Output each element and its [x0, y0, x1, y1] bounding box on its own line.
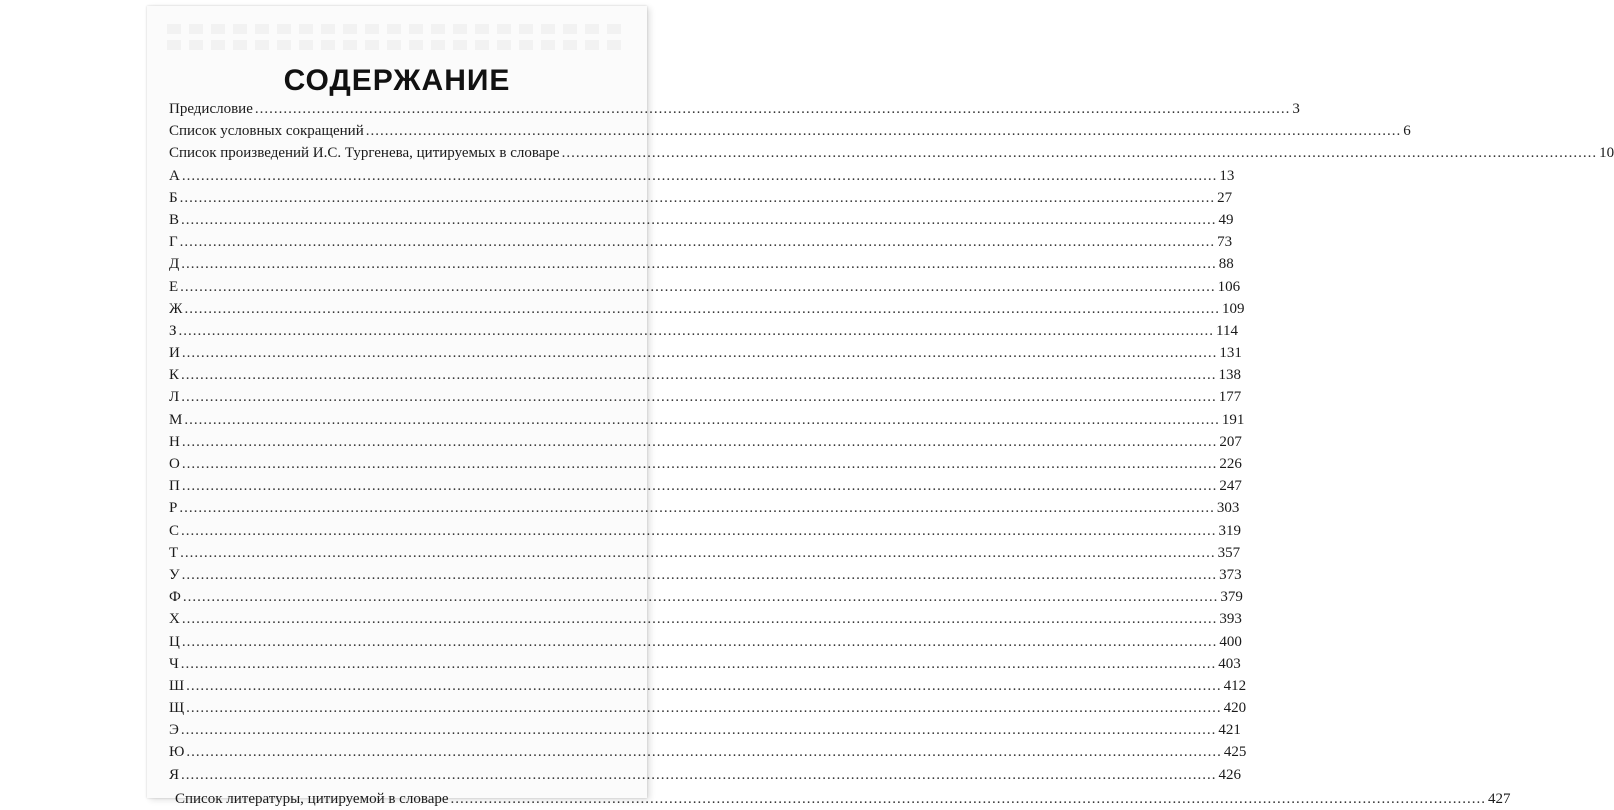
toc-entry — [169, 276, 1241, 298]
toc-entry — [169, 142, 1614, 164]
dot-leader — [181, 653, 1217, 675]
toc-entry-page-number: 191 — [1221, 411, 1245, 428]
toc-entry — [169, 298, 1245, 320]
toc-entry-label: С — [169, 522, 180, 539]
page-title: СОДЕРЖАНИЕ — [283, 64, 511, 97]
dot-leader — [181, 253, 1217, 275]
bleed-through-text — [167, 24, 627, 34]
toc-entry — [169, 564, 1242, 586]
dot-leader — [184, 298, 1220, 320]
toc-entry-page-number: 6 — [1403, 123, 1411, 140]
toc-entry-label: Б — [169, 189, 178, 206]
dot-leader — [180, 187, 1216, 209]
toc-entry-label: Н — [169, 433, 180, 450]
dot-leader — [186, 697, 1222, 719]
dot-leader — [181, 520, 1217, 542]
dot-leader — [366, 120, 1402, 142]
toc-entry-page-number: 73 — [1217, 234, 1233, 251]
toc-entry-label: Список условных сокращений — [169, 123, 364, 140]
toc-entry — [175, 788, 1511, 810]
toc-entry-page-number: 427 — [1488, 790, 1511, 807]
dot-leader — [186, 675, 1222, 697]
toc-entry-label: М — [169, 411, 183, 428]
dot-leader — [181, 386, 1217, 408]
toc-entry-page-number: 88 — [1218, 256, 1234, 273]
toc-entry — [169, 409, 1245, 431]
dot-leader — [182, 564, 1218, 586]
toc-entry-page-number: 412 — [1223, 677, 1247, 694]
toc-entry-page-number: 138 — [1218, 367, 1242, 384]
toc-entry-page-number: 357 — [1217, 544, 1241, 561]
toc-entry-page-number: 426 — [1218, 766, 1242, 783]
toc-entry-page-number: 403 — [1218, 655, 1241, 672]
dot-leader — [182, 342, 1218, 364]
toc-entry — [169, 497, 1240, 519]
toc-entry-page-number: 114 — [1216, 322, 1238, 339]
dot-leader — [180, 231, 1216, 253]
dot-leader — [180, 276, 1216, 298]
toc-entry-page-number: 109 — [1221, 300, 1245, 317]
toc-entry-page-number: 303 — [1216, 500, 1240, 517]
toc-entry — [169, 253, 1234, 275]
dot-leader — [179, 320, 1215, 342]
toc-entry-page-number: 373 — [1219, 566, 1242, 583]
toc-entry — [169, 431, 1242, 453]
dot-leader — [182, 608, 1218, 630]
toc-entry-label: В — [169, 211, 180, 228]
toc-entry-label: К — [169, 367, 180, 384]
toc-entry — [169, 98, 1300, 120]
toc-entry-label: Ж — [169, 300, 183, 317]
toc-entry-label: У — [169, 566, 180, 583]
toc-entry — [169, 520, 1242, 542]
toc-entry — [169, 653, 1241, 675]
toc-entry — [169, 586, 1243, 608]
toc-entry-label: Я — [169, 766, 180, 783]
toc-entry-label: Список литературы, цитируемой в словаре — [175, 790, 449, 807]
dot-leader — [179, 497, 1215, 519]
toc-entry-page-number: 131 — [1219, 345, 1242, 362]
dot-leader — [181, 764, 1217, 786]
book-page — [147, 6, 1614, 807]
toc-entry — [169, 697, 1247, 719]
toc-entry-label: Ш — [169, 677, 185, 694]
dot-leader — [181, 209, 1217, 231]
dot-leader — [182, 165, 1218, 187]
toc-entry — [169, 165, 1235, 187]
toc-entry — [169, 741, 1247, 763]
toc-entry-page-number: 106 — [1217, 278, 1241, 295]
toc-entry-label: И — [169, 345, 180, 362]
toc-entry — [169, 475, 1242, 497]
dot-leader — [451, 788, 1487, 810]
dot-leader — [182, 475, 1218, 497]
dot-leader — [255, 98, 1291, 120]
toc-entry-page-number: 13 — [1219, 167, 1235, 184]
toc-entry-label: Предисловие — [169, 101, 253, 117]
toc-entry-label: О — [169, 456, 180, 472]
toc-entry — [169, 675, 1247, 697]
toc-entry-page-number: 226 — [1219, 456, 1242, 472]
toc-entry-label: Г — [169, 234, 178, 251]
toc-entry-page-number: 319 — [1218, 522, 1242, 539]
toc-entry — [169, 719, 1241, 741]
bleed-through-text — [167, 40, 627, 50]
toc-entry-page-number: 393 — [1219, 611, 1242, 628]
toc-entry-page-number: 49 — [1218, 211, 1234, 228]
toc-entry-page-number: 421 — [1218, 722, 1241, 739]
toc-entry-page-number: 400 — [1219, 633, 1242, 650]
toc-entry-label: З — [169, 322, 177, 339]
toc-entry-label: Р — [169, 500, 178, 517]
toc-entry — [169, 120, 1411, 142]
toc-entry — [169, 320, 1238, 342]
toc-entry-label: Л — [169, 389, 180, 406]
toc-entry — [169, 631, 1242, 653]
toc-entry-label: А — [169, 167, 180, 184]
dot-leader — [183, 586, 1219, 608]
dot-leader — [182, 431, 1218, 453]
toc-entry-page-number: 207 — [1219, 433, 1242, 450]
toc-entry — [169, 231, 1233, 253]
toc-entry — [169, 364, 1242, 386]
toc-entry — [169, 187, 1233, 209]
toc-entry-label: Ч — [169, 655, 179, 672]
toc-entry-label: Х — [169, 611, 180, 628]
table-of-contents — [169, 98, 1614, 810]
toc-entry-page-number: 3 — [1292, 101, 1300, 117]
toc-entry — [169, 453, 1242, 475]
dot-leader — [182, 631, 1218, 653]
toc-entry — [169, 386, 1242, 408]
toc-entry-label: Ц — [169, 633, 180, 650]
toc-entry-label: П — [169, 478, 180, 495]
dot-leader — [182, 453, 1218, 475]
dot-leader — [181, 719, 1217, 741]
toc-entry-page-number: 177 — [1218, 389, 1242, 406]
toc-entry-page-number: 10 — [1599, 145, 1614, 162]
toc-entry — [169, 542, 1241, 564]
toc-entry-page-number: 27 — [1217, 189, 1233, 206]
toc-entry — [169, 608, 1242, 630]
dot-leader — [181, 364, 1217, 386]
toc-entry-label: Д — [169, 256, 180, 273]
toc-entry-page-number: 420 — [1223, 700, 1247, 717]
dot-leader — [186, 741, 1222, 763]
toc-entry — [169, 764, 1242, 786]
toc-entry-label: Т — [169, 544, 179, 561]
toc-entry-page-number: 379 — [1220, 589, 1243, 606]
toc-entry-page-number: 247 — [1219, 478, 1242, 495]
toc-entry-label: Щ — [169, 700, 185, 717]
toc-entry-page-number: 425 — [1223, 744, 1247, 761]
toc-entry-label: Список произведений И.С. Тургенева, цитируемых в словаре — [169, 145, 560, 162]
toc-entry-label: Е — [169, 278, 179, 295]
toc-entry-label: Ф — [169, 589, 181, 606]
dot-leader — [562, 142, 1598, 164]
dot-leader — [184, 409, 1220, 431]
toc-entry-label: Ю — [169, 744, 185, 761]
toc-entry-label: Э — [169, 722, 179, 739]
toc-entry — [169, 342, 1242, 364]
toc-entry — [169, 209, 1234, 231]
dot-leader — [180, 542, 1216, 564]
